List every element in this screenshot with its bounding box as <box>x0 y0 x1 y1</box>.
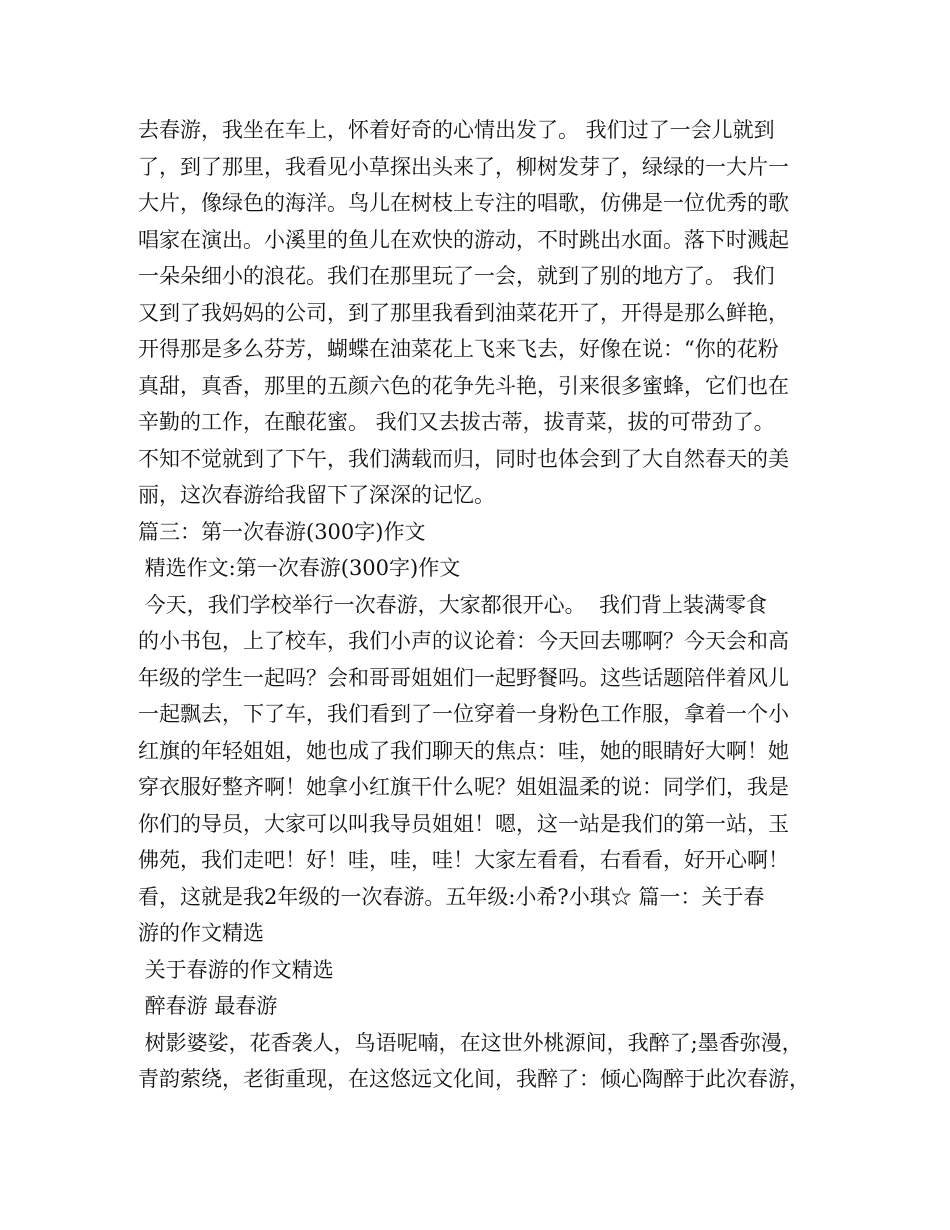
text-line: 真甜，真香，那里的五颜六色的花争先斗艳，引来很多蜜蜂，它们也在 <box>138 373 789 398</box>
subheading: 精选作文:第一次春游(300字)作文 <box>138 556 461 580</box>
text-line: 游的作文精选 <box>138 921 264 945</box>
text-line: 了，到了那里，我看见小草探出头来了，柳树发芽了，绿绿的一大片一 <box>138 154 789 179</box>
subheading: 醉春游 最春游 <box>138 994 278 1018</box>
text-line: 看，这就是我2年级的一次春游。五年级:小希?小琪☆ 篇一：关于春 <box>138 884 765 909</box>
text-line: 不知不觉就到了下午，我们满载而归，同时也体会到了大自然春天的美 <box>138 446 789 471</box>
text-line: 佛苑，我们走吧！好！哇，哇，哇！大家左看看，右看看，好开心啊！ <box>138 848 789 872</box>
text-line: 今天，我们学校举行一次春游，大家都很开心。 我们背上装满零食 <box>138 592 768 617</box>
text-line: 的小书包，上了校车，我们小声的议论着：今天回去哪啊？今天会和高 <box>138 629 789 653</box>
subheading: 关于春游的作文精选 <box>138 957 334 982</box>
text-line: 你们的导员，大家可以叫我导员姐姐！嗯，这一站是我们的第一站，玉 <box>138 811 789 836</box>
document-body <box>138 112 828 1098</box>
text-line: 丽，这次春游给我留下了深深的记忆。 <box>138 483 495 507</box>
text-line: 又到了我妈妈的公司，到了那里我看到油菜花开了，开得是那么鲜艳， <box>138 300 789 325</box>
text-line: 去春游，我坐在车上，怀着好奇的心情出发了。 我们过了一会儿就到 <box>138 118 775 142</box>
text-line: 穿衣服好整齐啊！她拿小红旗干什么呢？姐姐温柔的说：同学们，我是 <box>138 775 789 799</box>
text-line: 树影婆娑，花香袭人，鸟语呢喃，在这世外桃源间，我醉了;墨香弥漫， <box>138 1030 803 1055</box>
text-line: 一朵朵细小的浪花。我们在那里玩了一会，就到了别的地方了。 我们 <box>138 264 775 288</box>
text-line: 开得那是多么芬芳，蝴蝶在油菜花上飞来飞去，好像在说：“你的花粉 <box>138 337 779 361</box>
text-line: 大片，像绿色的海洋。鸟儿在树枝上专注的唱歌，仿佛是一位优秀的歌 <box>138 191 789 215</box>
text-line: 一起飘去，下了车，我们看到了一位穿着一身粉色工作服，拿着一个小 <box>138 702 789 726</box>
text-line: 辛勤的工作，在酿花蜜。 我们又去拔古蒂，拔青菜，拔的可带劲了。 <box>138 410 775 434</box>
section-heading: 篇三：第一次春游(300字)作文 <box>138 519 426 544</box>
text-line: 年级的学生一起吗？会和哥哥姐姐们一起野餐吗。这些话题陪伴着风儿 <box>138 665 789 690</box>
text-line: 青韵萦绕，老街重现，在这悠远文化间，我醉了：倾心陶醉于此次春游， <box>138 1067 810 1091</box>
text-line: 唱家在演出。小溪里的鱼儿在欢快的游动，不时跳出水面。落下时溅起 <box>138 227 789 252</box>
text-line: 红旗的年轻姐姐，她也成了我们聊天的焦点：哇，她的眼睛好大啊！她 <box>138 738 789 763</box>
